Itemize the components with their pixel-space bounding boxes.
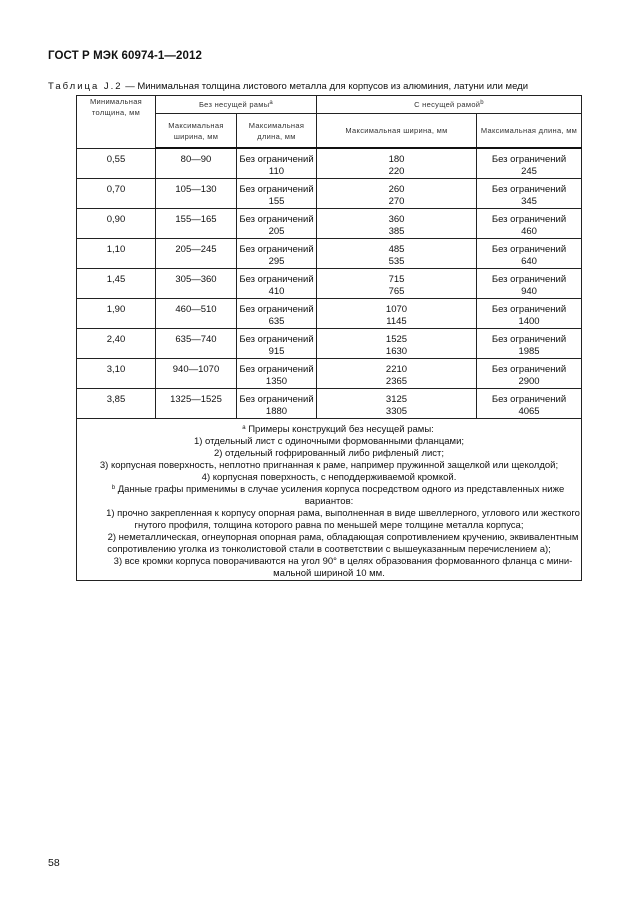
cell-width-with-frame-value: 270 bbox=[388, 196, 405, 207]
cell-length-with-frame bbox=[477, 239, 582, 269]
cell-length-no-frame-value: Без ограничений bbox=[239, 304, 314, 315]
note-b-item: 1) прочно закрепленная к корпусу опорная рама, выполненная в виде швеллерного, углового или жесткого гнутого профиля, толщина которого равна по меньшей мере толщине металла корпуса; bbox=[106, 508, 580, 531]
cell-thickness-value: 1,90 bbox=[106, 304, 126, 315]
cell-length-no-frame-value: Без ограничений bbox=[239, 274, 314, 285]
note-a-item: 3) корпусная поверхность, неплотно пригнанная к раме, например пружинной защелкой или щеколдой; bbox=[99, 460, 559, 471]
cell-length-with-frame bbox=[477, 299, 582, 329]
cell-width-with-frame-value: 385 bbox=[388, 226, 405, 237]
cell-width-with-frame-value: 2365 bbox=[385, 376, 408, 387]
cell-length-with-frame-value: Без ограничений bbox=[491, 274, 567, 285]
subheader-length-with-frame: Максимальная длина, мм bbox=[477, 114, 582, 149]
cell-length-with-frame-value: 2900 bbox=[518, 376, 540, 387]
cell-length-with-frame-value: Без ограничений bbox=[491, 394, 567, 405]
table-row bbox=[77, 179, 582, 209]
note-b-item: 2) неметаллическая, огнеупорная опорная рама, обладающая сопротивлением кручению, эквивалентным сопротивлению уголка из тонколистовой стали в соответствии с вышеуказанным перечислением а); bbox=[107, 532, 579, 555]
standard-designation: ГОСТ Р МЭК 60974-1—2012 bbox=[48, 50, 202, 62]
footnote-mark-b: b bbox=[480, 100, 484, 106]
cell-length-no-frame-value: Без ограничений bbox=[239, 154, 314, 165]
cell-width-with-frame-value: 260 bbox=[388, 184, 405, 195]
cell-length-no-frame-value: Без ограничений bbox=[239, 244, 314, 255]
cell-width-with-frame-value: 180 bbox=[388, 154, 405, 165]
cell-thickness-value: 0,55 bbox=[106, 153, 126, 165]
cell-width-with-frame-value: 3125 bbox=[385, 394, 408, 405]
table-row bbox=[77, 269, 582, 299]
cell-length-with-frame-value: 460 bbox=[521, 226, 537, 237]
subheader-width-with-frame: Максимальная ширина, мм bbox=[317, 114, 477, 149]
group-header-no-frame-label: Без несущей рамы bbox=[198, 100, 270, 109]
cell-width-no-frame-value: 80—90 bbox=[180, 154, 212, 165]
cell-length-with-frame bbox=[477, 148, 582, 179]
note-a-item: 4) корпусная поверхность, с неподдерживаемой кромкой. bbox=[201, 472, 457, 483]
note-a-item: 1) отдельный лист с одиночными формованными фланцами; bbox=[193, 436, 465, 447]
cell-length-no-frame-value: Без ограничений bbox=[239, 214, 314, 225]
table-row bbox=[77, 389, 582, 419]
cell-length-with-frame bbox=[477, 359, 582, 389]
cell-length-no-frame-value: 295 bbox=[268, 256, 285, 267]
cell-thickness bbox=[77, 359, 156, 389]
cell-thickness bbox=[77, 239, 156, 269]
cell-width-with-frame-value: 220 bbox=[388, 166, 405, 177]
cell-length-no-frame bbox=[237, 329, 317, 359]
cell-length-with-frame-value: Без ограничений bbox=[491, 154, 567, 165]
cell-width-no-frame bbox=[156, 269, 237, 299]
cell-thickness bbox=[77, 299, 156, 329]
cell-thickness-value: 0,70 bbox=[106, 184, 126, 195]
table-row bbox=[77, 209, 582, 239]
cell-length-no-frame bbox=[237, 239, 317, 269]
cell-length-no-frame-value: Без ограничений bbox=[239, 334, 314, 345]
note-b-mark: b bbox=[111, 485, 116, 491]
note-a-intro: $^a$ Примеры конструкций без несущей рамы: bbox=[242, 424, 434, 435]
table-caption bbox=[48, 81, 528, 92]
cell-length-with-frame bbox=[477, 329, 582, 359]
cell-length-no-frame bbox=[237, 179, 317, 209]
cell-length-with-frame-value: 245 bbox=[521, 166, 537, 177]
cell-width-with-frame-value: 1070 bbox=[385, 304, 408, 315]
cell-length-no-frame-value: 1350 bbox=[265, 376, 288, 387]
cell-length-no-frame-value: 915 bbox=[268, 346, 285, 357]
cell-width-no-frame-value: 155—165 bbox=[175, 214, 217, 225]
cell-width-with-frame-value: 2210 bbox=[385, 364, 408, 375]
cell-width-no-frame bbox=[156, 209, 237, 239]
cell-thickness bbox=[77, 329, 156, 359]
cell-width-no-frame bbox=[156, 359, 237, 389]
cell-length-with-frame-value: Без ограничений bbox=[491, 334, 567, 345]
cell-length-with-frame bbox=[477, 179, 582, 209]
cell-length-no-frame bbox=[237, 269, 317, 299]
cell-width-no-frame-value: 460—510 bbox=[175, 304, 217, 315]
cell-thickness-value: 3,10 bbox=[106, 364, 126, 375]
note-b-intro: $^b$ Данные графы применимы в случае усиления корпуса посредством одного из представленных ниже вариантов: bbox=[111, 484, 565, 507]
table-notes bbox=[77, 419, 582, 581]
cell-thickness-value: 0,90 bbox=[106, 214, 126, 225]
cell-width-no-frame-value: 105—130 bbox=[175, 184, 217, 195]
note-a-item: 2) отдельный гофрированный либо рифленый лист; bbox=[213, 448, 445, 459]
table-row bbox=[77, 299, 582, 329]
cell-length-no-frame-value: 205 bbox=[268, 226, 285, 237]
group-header-with-frame bbox=[317, 96, 582, 114]
cell-width-no-frame-value: 1325—1525 bbox=[170, 394, 222, 405]
thickness-table bbox=[76, 95, 582, 581]
cell-length-no-frame-value: 155 bbox=[268, 196, 285, 207]
cell-length-with-frame bbox=[477, 209, 582, 239]
table-caption-text: — Минимальная толщина листового металла для корпусов из алюминия, латуни или меди bbox=[122, 81, 529, 92]
cell-length-no-frame-value: 410 bbox=[268, 286, 285, 297]
cell-length-no-frame bbox=[237, 299, 317, 329]
cell-width-no-frame bbox=[156, 148, 237, 179]
cell-length-with-frame-value: 940 bbox=[521, 286, 537, 297]
cell-length-with-frame bbox=[477, 269, 582, 299]
cell-width-no-frame bbox=[156, 329, 237, 359]
cell-thickness-value: 1,10 bbox=[106, 244, 126, 255]
cell-width-with-frame-value: 765 bbox=[388, 286, 405, 297]
cell-length-with-frame-value: Без ограничений bbox=[491, 214, 567, 225]
cell-width-with-frame-value: 535 bbox=[388, 256, 405, 267]
cell-length-with-frame-value: Без ограничений bbox=[491, 244, 567, 255]
cell-width-no-frame-value: 940—1070 bbox=[172, 364, 220, 375]
cell-thickness bbox=[77, 179, 156, 209]
cell-width-with-frame-value: 1525 bbox=[385, 334, 408, 345]
cell-width-with-frame bbox=[317, 359, 477, 389]
cell-width-with-frame bbox=[317, 239, 477, 269]
cell-length-no-frame-value: 635 bbox=[268, 316, 285, 327]
cell-length-no-frame bbox=[237, 389, 317, 419]
cell-length-no-frame-value: Без ограничений bbox=[239, 394, 314, 405]
page-number: 58 bbox=[48, 857, 60, 869]
cell-width-no-frame-value: 305—360 bbox=[175, 274, 217, 285]
cell-width-with-frame-value: 3305 bbox=[385, 406, 408, 417]
note-b-item: 3) все кромки корпуса поворачиваются на угол 90° в целях образования формованного фланца с минимальной шириной 10 мм. bbox=[113, 556, 573, 579]
group-header-with-frame-label: С несущей рамой bbox=[414, 100, 481, 109]
table-row bbox=[77, 148, 582, 179]
footnote-mark-a: a bbox=[269, 100, 274, 106]
cell-width-with-frame-value: 715 bbox=[388, 274, 405, 285]
cell-length-no-frame-value: 1880 bbox=[265, 406, 288, 417]
cell-thickness bbox=[77, 389, 156, 419]
cell-width-with-frame bbox=[317, 269, 477, 299]
table-caption-label: Таблица J.2 bbox=[48, 81, 123, 92]
cell-length-no-frame-value: 110 bbox=[268, 166, 285, 177]
cell-length-no-frame bbox=[237, 359, 317, 389]
cell-width-with-frame bbox=[317, 179, 477, 209]
cell-thickness bbox=[77, 148, 156, 179]
subheader-length-no-frame: Максимальная длина, мм bbox=[237, 114, 317, 149]
cell-length-with-frame-value: 640 bbox=[521, 256, 537, 267]
cell-width-with-frame bbox=[317, 389, 477, 419]
cell-width-with-frame bbox=[317, 148, 477, 179]
group-header-no-frame bbox=[156, 96, 317, 114]
cell-thickness bbox=[77, 269, 156, 299]
cell-width-no-frame bbox=[156, 179, 237, 209]
cell-length-no-frame bbox=[237, 209, 317, 239]
table-row bbox=[77, 239, 582, 269]
note-a-mark: a bbox=[242, 425, 246, 431]
cell-length-with-frame-value: 1985 bbox=[518, 346, 540, 357]
cell-length-with-frame-value: Без ограничений bbox=[491, 304, 567, 315]
cell-length-with-frame-value: 4065 bbox=[518, 406, 540, 417]
cell-length-no-frame bbox=[237, 148, 317, 179]
cell-width-no-frame bbox=[156, 389, 237, 419]
cell-thickness-value: 3,85 bbox=[106, 394, 126, 405]
cell-width-with-frame-value: 1145 bbox=[386, 316, 407, 327]
col-header-thickness: Минимальная толщина, мм bbox=[77, 96, 156, 149]
cell-thickness bbox=[77, 209, 156, 239]
table-row bbox=[77, 329, 582, 359]
cell-length-no-frame-value: Без ограничений bbox=[239, 184, 314, 195]
cell-length-with-frame-value: 345 bbox=[521, 196, 537, 207]
cell-length-no-frame-value: Без ограничений bbox=[239, 364, 314, 375]
table-row bbox=[77, 359, 582, 389]
cell-width-with-frame-value: 485 bbox=[388, 244, 405, 255]
cell-width-with-frame-value: 360 bbox=[388, 214, 405, 225]
cell-width-no-frame bbox=[156, 299, 237, 329]
cell-length-with-frame-value: Без ограничений bbox=[491, 184, 567, 195]
cell-width-no-frame bbox=[156, 239, 237, 269]
cell-width-with-frame bbox=[317, 299, 477, 329]
cell-width-no-frame-value: 205—245 bbox=[175, 244, 217, 255]
cell-length-with-frame bbox=[477, 389, 582, 419]
cell-width-with-frame bbox=[317, 329, 477, 359]
cell-thickness-value: 2,40 bbox=[106, 334, 126, 345]
cell-width-with-frame-value: 1630 bbox=[385, 346, 408, 357]
cell-width-with-frame bbox=[317, 209, 477, 239]
table-body bbox=[77, 148, 582, 419]
cell-length-with-frame-value: Без ограничений bbox=[491, 364, 567, 375]
cell-length-with-frame-value: 1400 bbox=[518, 316, 540, 327]
cell-width-no-frame-value: 635—740 bbox=[175, 334, 217, 345]
cell-thickness-value: 1,45 bbox=[106, 274, 126, 285]
subheader-width-no-frame: Максимальная ширина, мм bbox=[156, 114, 237, 149]
